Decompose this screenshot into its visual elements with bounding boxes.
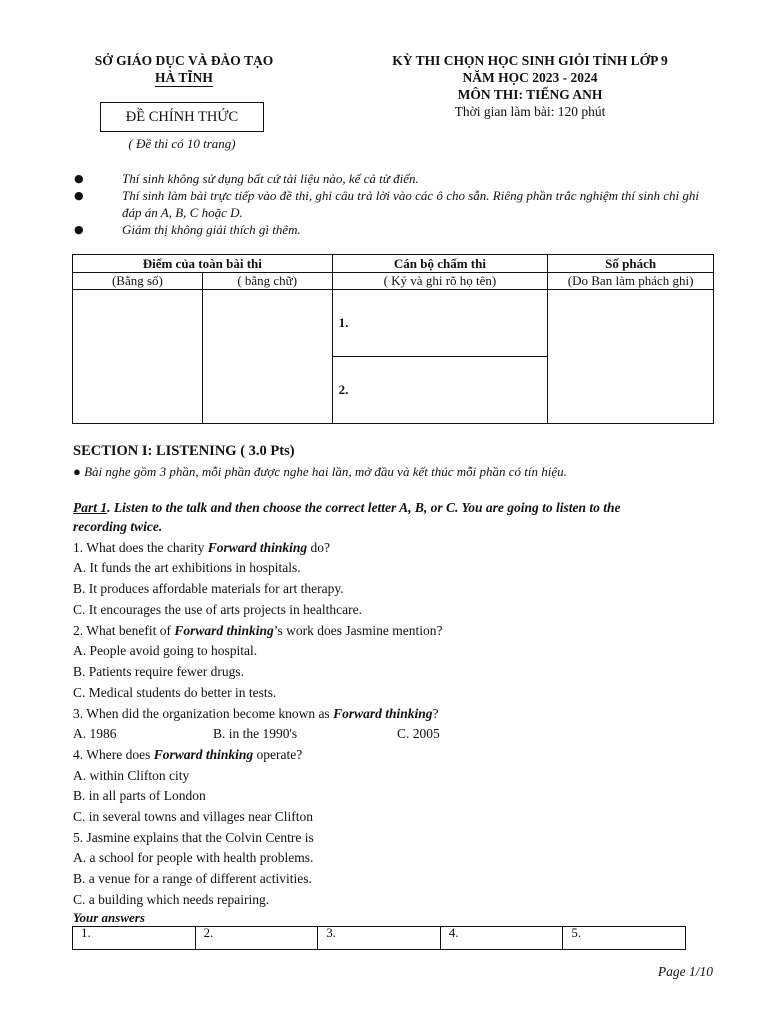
- option-2c: C. Medical students do better in tests.: [73, 685, 277, 700]
- answer-cell-1[interactable]: 1.: [73, 927, 196, 950]
- rule-item: [70, 170, 720, 187]
- option-4b: B. in all parts of London: [73, 788, 206, 803]
- score-numeric-cell[interactable]: [73, 290, 203, 424]
- option-2b: B. Patients require fewer drugs.: [73, 664, 244, 679]
- bullet-icon: ●: [74, 172, 84, 185]
- part-label: Part 1: [73, 500, 108, 515]
- question-4: [73, 747, 302, 763]
- department-header: [70, 52, 298, 87]
- exam-subject: MÔN THI: TIẾNG ANH: [457, 87, 603, 102]
- score-table: [72, 254, 714, 424]
- rule-item: [70, 221, 720, 238]
- exam-title: KỲ THI CHỌN HỌC SINH GIỎI TỈNH LỚP 9: [392, 53, 668, 68]
- part1-instruction: [73, 500, 621, 516]
- question-2: [73, 623, 443, 639]
- question-text: ’s work does Jasmine mention?: [273, 623, 443, 638]
- part1-instruction-cont: recording twice.: [73, 519, 163, 534]
- option-1c: C. It encourages the use of arts projects in healthcare.: [73, 602, 363, 617]
- code-subheader: (Do Ban làm phách ghi): [548, 273, 714, 290]
- instruction-text: . Listen to the talk and then choose the correct letter A, B, or C. You are going to listen to the: [107, 500, 621, 515]
- option-1a: A. It funds the art exhibitions in hospitals.: [73, 560, 301, 575]
- grader-1-cell[interactable]: 1.: [332, 290, 548, 357]
- code-header: Số phách: [548, 255, 714, 273]
- option-5a: A. a school for people with health problems.: [73, 850, 314, 865]
- department-name: SỞ GIÁO DỤC VÀ ĐÀO TẠO: [94, 53, 274, 68]
- option-3b: B. in the 1990's: [213, 726, 298, 741]
- bullet-icon: ●: [74, 189, 84, 202]
- school-year: NĂM HỌC 2023 - 2024: [462, 70, 598, 85]
- option-2a: A. People avoid going to hospital.: [73, 643, 258, 658]
- answer-cell-2[interactable]: 2.: [195, 927, 318, 950]
- grader-subheader: ( Ký và ghi rõ họ tên): [332, 273, 548, 290]
- emphasis-text: Forward thinking: [207, 540, 308, 555]
- emphasis-text: Forward thinking: [333, 706, 433, 721]
- question-1: [73, 540, 330, 556]
- exam-duration: Thời gian làm bài: 120 phút: [454, 104, 606, 119]
- emphasis-text: Forward thinking: [174, 623, 274, 638]
- exam-rules: [70, 170, 720, 238]
- rule-text: Thí sinh không sử dụng bất cứ tài liệu nào, kể cả từ điển.: [122, 171, 419, 186]
- option-4c: C. in several towns and villages near Clifton: [73, 809, 313, 824]
- total-score-header: Điểm của toàn bài thi: [73, 255, 333, 273]
- option-5c: C. a building which needs repairing.: [73, 892, 270, 907]
- question-text: 1. What does the charity: [73, 540, 208, 555]
- question-text: 3. When did the organization become known as: [73, 706, 334, 721]
- option-5b: B. a venue for a range of different activities.: [73, 871, 312, 886]
- bullet-icon: ●: [74, 223, 84, 236]
- score-numeric-header: (Bằng số): [73, 273, 203, 290]
- option-4a: A. within Clifton city: [73, 768, 190, 783]
- rule-text: Giám thị không giải thích gì thêm.: [122, 222, 301, 237]
- code-cell[interactable]: [548, 290, 714, 424]
- pages-note: ( Đề thi có 10 trang): [128, 136, 236, 151]
- grader-2-cell[interactable]: 2.: [332, 357, 548, 424]
- section-note: ● Bài nghe gồm 3 phần, mỗi phần được nghe hai lần, mở đầu và kết thúc mỗi phần có tín hiệu.: [73, 464, 567, 479]
- option-3c: C. 2005: [397, 726, 440, 741]
- province-name: HÀ TĨNH: [155, 70, 213, 85]
- emphasis-text: Forward thinking: [153, 747, 254, 762]
- page-number: Page 1/10: [657, 964, 713, 979]
- answers-table: [72, 926, 686, 950]
- score-words-cell[interactable]: [202, 290, 332, 424]
- question-text: 2. What benefit of: [73, 623, 175, 638]
- option-3a: A. 1986: [73, 726, 117, 741]
- exam-header: [330, 52, 730, 120]
- question-text: 4. Where does: [73, 747, 154, 762]
- answer-cell-5[interactable]: 5.: [563, 927, 686, 950]
- rule-text: Thí sinh làm bài trực tiếp vào đề thi, ghi câu trả lời vào các ô cho sẵn. Riêng phần trắc nghiệm thí sinh chỉ ghi đáp án A, B, C hoặc D.: [122, 188, 699, 220]
- question-5: 5. Jasmine explains that the Colvin Centre is: [73, 830, 314, 845]
- option-1b: B. It produces affordable materials for art therapy.: [73, 581, 344, 596]
- question-3: [73, 706, 438, 722]
- question-text: operate?: [253, 747, 303, 762]
- answer-cell-4[interactable]: 4.: [440, 927, 563, 950]
- question-text: do?: [307, 540, 331, 555]
- official-exam-box: ĐỀ CHÍNH THỨC: [100, 102, 264, 132]
- section-title: SECTION I: LISTENING ( 3.0 Pts): [73, 443, 295, 459]
- rule-item: [70, 187, 720, 221]
- answer-cell-3[interactable]: 3.: [318, 927, 441, 950]
- grader-header: Cán bộ chấm thi: [332, 255, 548, 273]
- answers-label: Your answers: [73, 910, 145, 925]
- score-words-header: ( bằng chữ): [202, 273, 332, 290]
- question-text: ?: [432, 706, 439, 721]
